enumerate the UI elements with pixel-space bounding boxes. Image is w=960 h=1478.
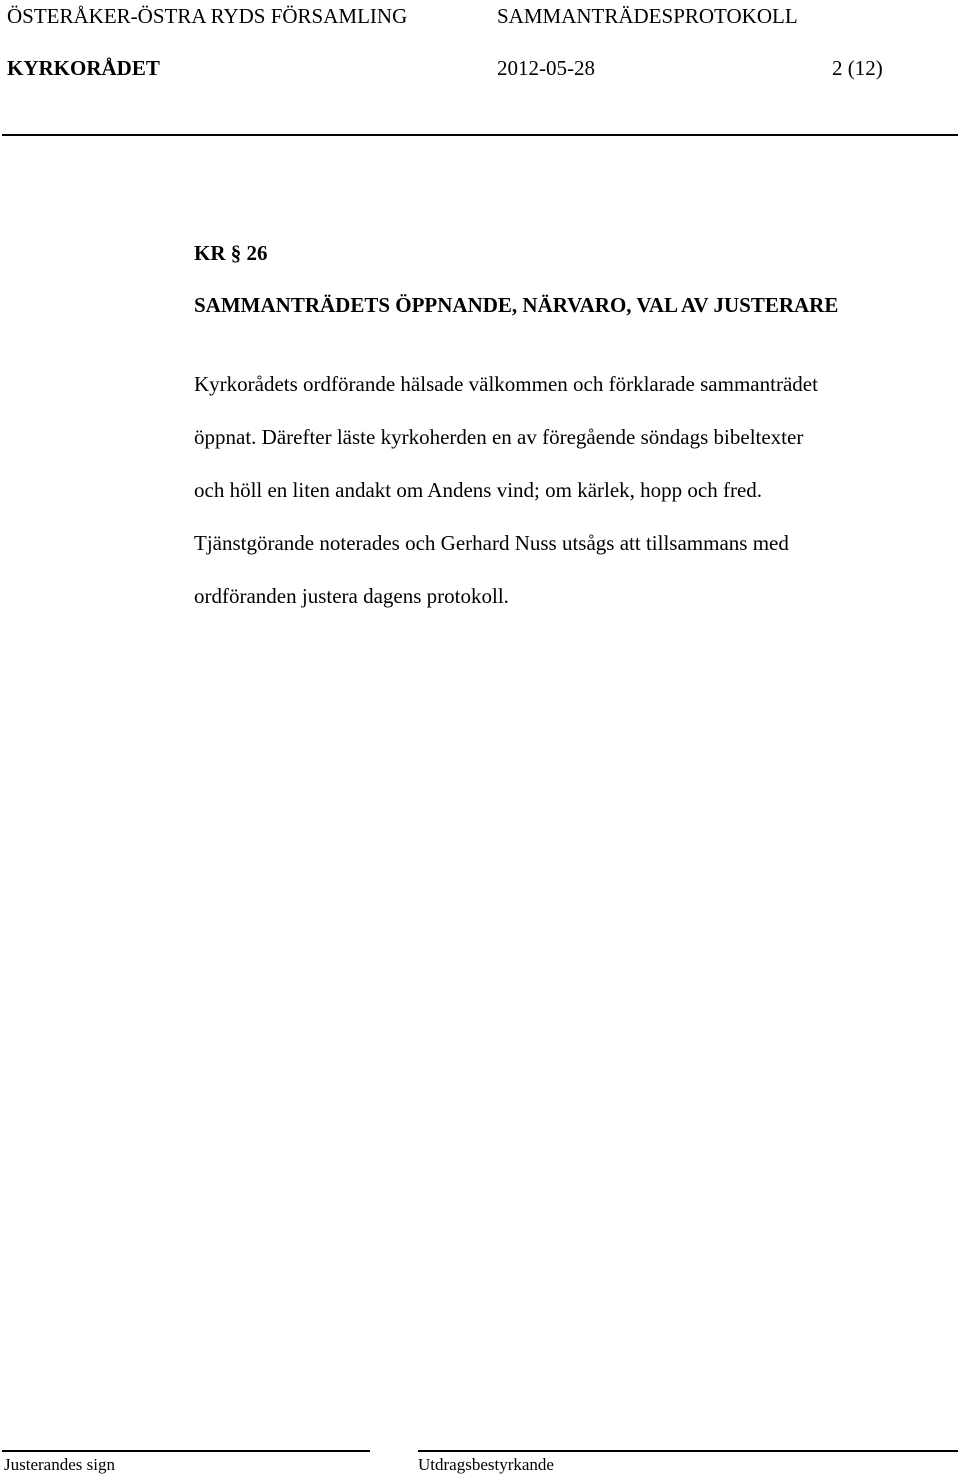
header-page-number: 2 (12) <box>832 56 883 80</box>
section-title: SAMMANTRÄDETS ÖPPNANDE, NÄRVARO, VAL AV JUSTERARE <box>194 293 839 317</box>
body-line: öppnat. Därefter läste kyrkoherden en av föregående söndags bibeltexter <box>194 424 804 449</box>
signature-line <box>2 1450 370 1452</box>
header-date: 2012-05-28 <box>497 56 595 80</box>
body-line: och höll en liten andakt om Andens vind; om kärlek, hopp och fred. <box>194 477 763 502</box>
section-id: KR § 26 <box>194 241 268 265</box>
body-line: ordföranden justera dagens protokoll. <box>194 584 509 609</box>
footer-certification-label: Utdragsbestyrkande <box>418 1455 554 1474</box>
header-document-type: SAMMANTRÄDESPROTOKOLL <box>497 4 798 28</box>
body-line: Tjänstgörande noterades och Gerhard Nuss utsågs att tillsammans med <box>194 531 789 556</box>
header-department: KYRKORÅDET <box>7 56 160 80</box>
body-line: Kyrkorådets ordförande hälsade välkommen och förklarade sammanträdet <box>194 371 818 396</box>
header-organization: ÖSTERÅKER-ÖSTRA RYDS FÖRSAMLING <box>7 4 408 28</box>
certification-line <box>418 1450 958 1452</box>
section-body <box>194 344 914 637</box>
header-divider <box>2 134 958 136</box>
footer-signature-label: Justerandes sign <box>4 1455 115 1474</box>
